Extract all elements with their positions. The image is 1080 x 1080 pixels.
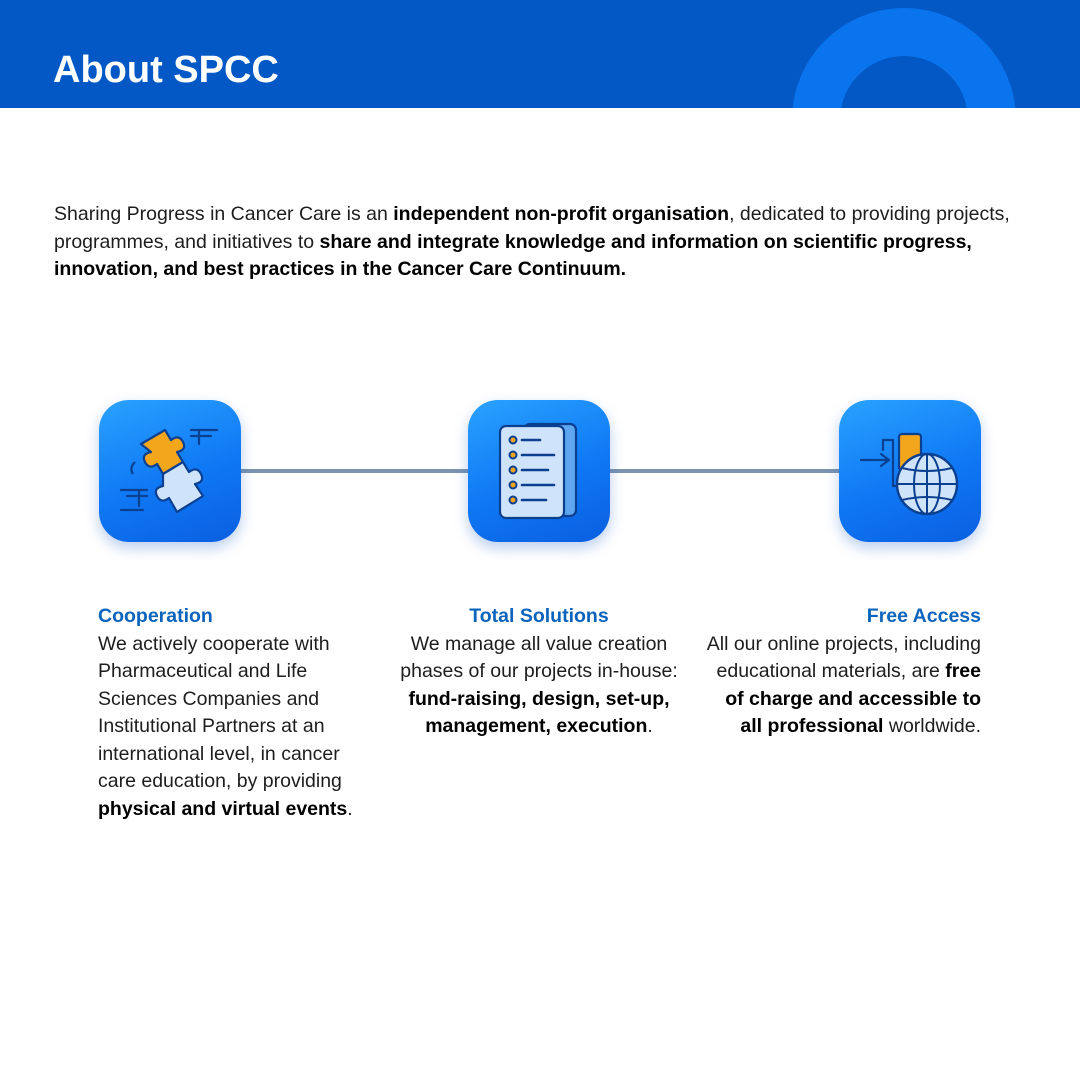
intro-bold-1: independent non-profit organisation: [393, 203, 730, 225]
header-banner: [0, 0, 1080, 108]
connector-line-right: [609, 469, 841, 473]
solutions-icon-tile: [468, 400, 610, 542]
document-list-icon: [468, 400, 610, 542]
access-section: [700, 603, 981, 741]
solutions-bold: fund-raising, design, set-up, management, execution: [408, 687, 670, 737]
decorative-arc: [792, 8, 1016, 108]
solutions-section: [380, 603, 698, 741]
cooperation-section: [98, 603, 378, 823]
access-text: All our online projects, including educational materials, are: [706, 632, 981, 682]
page-title: About SPCC: [53, 49, 279, 91]
cooperation-icon-tile: [99, 400, 241, 542]
solutions-heading: Total Solutions: [469, 605, 609, 627]
intro-paragraph: [54, 201, 1029, 284]
solutions-end: .: [647, 715, 653, 737]
connector-line-left: [240, 469, 470, 473]
access-icon-tile: [839, 400, 981, 542]
cooperation-text: We actively cooperate with Pharmaceutical and Life Sciences Companies and Institutional Partners at an international level, in cancer care education, by providing: [98, 632, 342, 792]
access-heading: Free Access: [866, 605, 981, 627]
intro-text-2: , dedicated to providing projects, programmes, and initiatives to: [54, 203, 1010, 253]
intro-bold-2: share and integrate knowledge and information on scientific progress, innovation, and best practices in the Cancer Care Continuum.: [54, 230, 972, 280]
access-end: worldwide.: [883, 715, 981, 737]
solutions-text: We manage all value creation phases of our projects in-house:: [400, 632, 678, 682]
intro-text-1: Sharing Progress in Cancer Care is an: [54, 203, 394, 225]
cooperation-end: .: [347, 797, 353, 820]
cooperation-heading: Cooperation: [98, 605, 213, 627]
puzzle-handshake-icon: [99, 400, 241, 542]
globe-access-icon: [839, 400, 981, 542]
cooperation-bold: physical and virtual events: [98, 797, 348, 820]
access-bold: free of charge and accessible to all professional: [725, 660, 981, 737]
